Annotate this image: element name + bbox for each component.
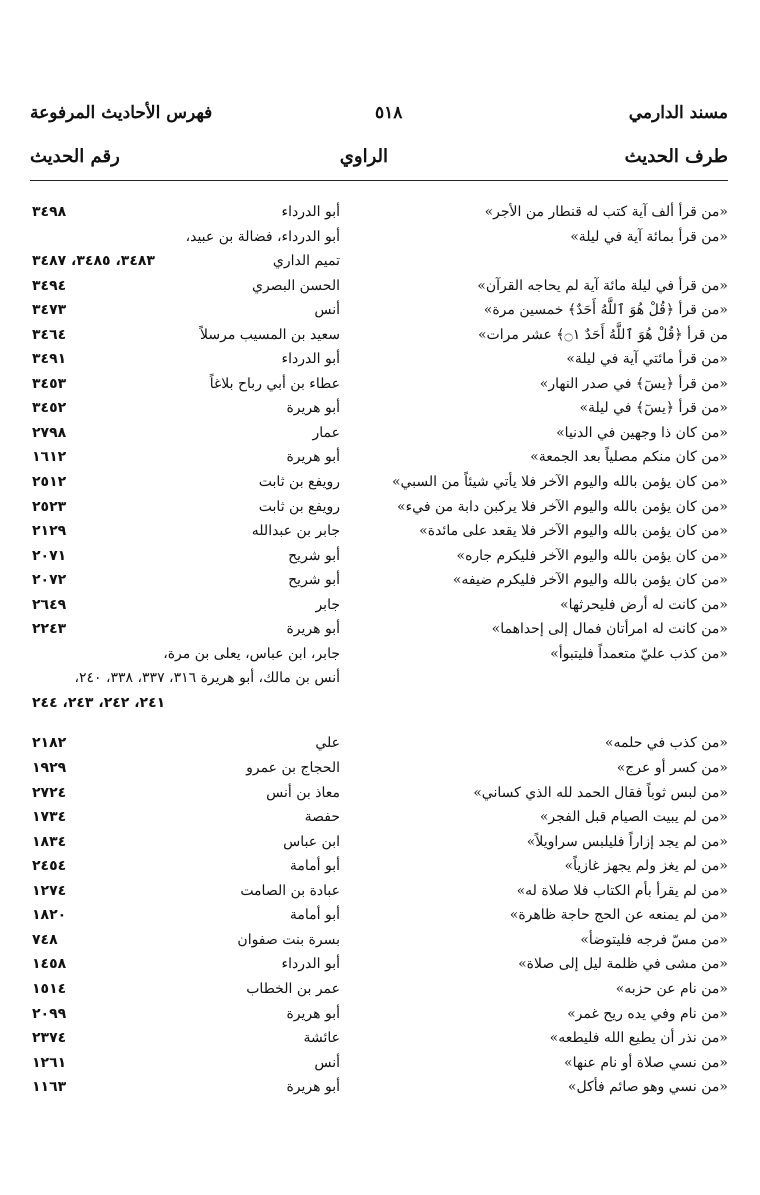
- table-row: [30, 952, 728, 977]
- table-row: [30, 445, 728, 470]
- narrator: أبو هريرة: [286, 1079, 340, 1096]
- hadith-incipit: «من كان يؤمن بالله واليوم الآخر فليكرم ضيفه»: [452, 572, 728, 589]
- hadith-incipit: «من مشى في ظلمة ليل إلى صلاة»: [518, 956, 728, 973]
- hadith-number: ٢٤١، ٢٤٢، ٢٤٣، ٢٤٤: [32, 694, 166, 711]
- hadith-incipit: «من نام عن حزبه»: [615, 980, 728, 997]
- narrator: أبو الدرداء: [281, 351, 340, 368]
- table-row: [30, 617, 728, 642]
- hadith-incipit: من قرأ ﴿قُلْ هُوَ ٱللَّهُ أَحَدٌ ۝١﴾ عشر مرات»: [477, 326, 728, 343]
- running-header: [30, 103, 728, 133]
- hadith-incipit: «من نام وفي يده ريح غمر»: [567, 1005, 728, 1022]
- narrator: حفصة: [304, 809, 340, 826]
- column-headers: [30, 146, 728, 176]
- hadith-incipit: «من كان يؤمن بالله واليوم الآخر فلا يأتي شيئاً من السبي»: [391, 474, 728, 491]
- table-row: [30, 1026, 728, 1051]
- hadith-number: ١٧٣٤: [32, 809, 67, 826]
- hadith-incipit: «من كذب عليّ متعمداً فليتبوأ»: [550, 645, 728, 662]
- hadith-incipit: «من قرأ بمائة آية في ليلة»: [570, 228, 728, 245]
- table-row: [30, 928, 728, 953]
- page-number: ٥١٨: [375, 103, 403, 123]
- table-row: [30, 568, 728, 593]
- hadith-number: ٢٣٧٤: [32, 1030, 67, 1047]
- hadith-incipit: «من لم يقرأ بأم الكتاب فلا صلاة له»: [516, 882, 728, 899]
- hadith-number: ١٨٢٠: [32, 907, 67, 924]
- narrator: جابر: [315, 596, 340, 613]
- hadith-incipit: «من كانت له امرأتان فمال إلى إحداهما»: [491, 621, 728, 638]
- hadith-number: ٢٧٢٤: [32, 784, 67, 801]
- hadith-incipit: «من نذر أن يطيع الله فليطعه»: [549, 1030, 728, 1047]
- header-rule: [30, 180, 728, 181]
- table-row: [30, 372, 728, 397]
- table-row: [30, 879, 728, 904]
- narrator: الحسن البصري: [252, 277, 340, 294]
- table-row: [30, 421, 728, 446]
- table-row: [30, 1075, 728, 1100]
- hadith-number: ٧٤٨: [32, 931, 58, 948]
- narrator: عمار: [312, 424, 340, 441]
- hadith-incipit: «من لم يبيت الصيام قبل الفجر»: [539, 809, 728, 826]
- table-row: [30, 781, 728, 806]
- hadith-incipit: «من كان ذا وجهين في الدنيا»: [556, 424, 728, 441]
- table-row: [30, 691, 728, 716]
- hadith-incipit: «من نسي صلاة أو نام عنها»: [564, 1054, 728, 1071]
- narrator: رويفع بن ثابت: [258, 474, 340, 491]
- narrator: أبو الدرداء، فضالة بن عبيد،: [185, 228, 340, 245]
- hadith-number: ١٥١٤: [32, 980, 67, 997]
- hadith-number: ١١٦٣: [32, 1079, 67, 1096]
- hadith-number: ٢٤٥٤: [32, 858, 67, 875]
- narrator: عبادة بن الصامت: [240, 882, 340, 899]
- hadith-number: ١٩٢٩: [32, 760, 67, 777]
- table-row: [30, 274, 728, 299]
- hadith-incipit: «من كانت له أرض فليحرثها»: [560, 596, 728, 613]
- table-row: [30, 830, 728, 855]
- hadith-incipit: «من كان يؤمن بالله واليوم الآخر فلا يركبن دابة من فيء»: [397, 498, 728, 515]
- hadith-number: ٣٤٩١: [32, 351, 67, 368]
- hadith-incipit: «من لم يغز ولم يجهز غازياً»: [564, 858, 728, 875]
- table-row: [30, 298, 728, 323]
- hadith-number: ٢٠٧١: [32, 547, 67, 564]
- hadith-incipit: «من لبس ثوباً فقال الحمد لله الذي كساني»: [473, 784, 728, 801]
- hadith-incipit: «من قرأ في ليلة مائة آية لم يحاجه القرآن»: [477, 277, 728, 294]
- index-table: [30, 200, 728, 1100]
- hadith-number: ١٢٦١: [32, 1054, 67, 1071]
- hadith-number: ١٤٥٨: [32, 956, 67, 973]
- hadith-number: ١٨٣٤: [32, 833, 67, 850]
- table-row: [30, 756, 728, 781]
- narrator: سعيد بن المسيب مرسلاً: [200, 326, 340, 343]
- table-row: [30, 200, 728, 225]
- hadith-number: ٣٤٦٤: [32, 326, 67, 343]
- table-row: [30, 731, 728, 756]
- hadith-incipit: «من قرأ ﴿يسٓ﴾ في ليلة»: [579, 400, 728, 417]
- table-row: [30, 249, 728, 274]
- hadith-incipit: «من كان يؤمن بالله واليوم الآخر فليكرم جاره»: [456, 547, 728, 564]
- table-row: [30, 593, 728, 618]
- hadith-incipit: «من نسي وهو صائم فأكل»: [567, 1079, 728, 1096]
- column-header-raqm: رقم الحديث: [30, 146, 120, 167]
- hadith-number: ٢٥٢٣: [32, 498, 67, 515]
- hadith-number: ٣٤٩٤: [32, 277, 67, 294]
- hadith-number: ٣٤٨٣، ٣٤٨٥، ٣٤٨٧: [32, 253, 155, 270]
- narrator: عطاء بن أبي رباح بلاغاً: [209, 375, 340, 392]
- table-row: [30, 1051, 728, 1076]
- column-header-tarf: طرف الحديث: [624, 146, 728, 167]
- hadith-number: ٢٠٧٢: [32, 572, 67, 589]
- table-row: [30, 519, 728, 544]
- hadith-number: ٣٤٩٨: [32, 204, 67, 220]
- table-row: [30, 323, 728, 348]
- hadith-number: ٣٤٥٣: [32, 375, 67, 392]
- narrator: أبو الدرداء: [281, 956, 340, 973]
- table-row: [30, 854, 728, 879]
- hadith-incipit: «من كان يؤمن بالله واليوم الآخر فلا يقعد على مائدة»: [419, 523, 728, 540]
- column-header-rawi: الراوي: [339, 146, 388, 167]
- narrator: أبو الدرداء: [281, 204, 340, 220]
- hadith-incipit: «من قرأ مائتي آية في ليلة»: [566, 351, 728, 368]
- hadith-incipit: «من كذب في حلمه»: [604, 735, 728, 752]
- hadith-incipit: «من قرأ ﴿يسٓ﴾ في صدر النهار»: [539, 375, 728, 392]
- narrator: علي: [315, 735, 340, 752]
- hadith-number: ١٦١٢: [32, 449, 67, 466]
- hadith-incipit: «من لم يمنعه عن الحج حاجة ظاهرة»: [509, 907, 728, 924]
- hadith-number: ٢٥١٢: [32, 474, 67, 491]
- table-row: [30, 903, 728, 928]
- narrator: رويفع بن ثابت: [258, 498, 340, 515]
- narrator: عمر بن الخطاب: [246, 980, 340, 997]
- book-title: مسند الدارمي: [628, 103, 728, 123]
- narrator: أبو شريح: [288, 572, 340, 589]
- table-row: [30, 470, 728, 495]
- narrator: جابر بن عبدالله: [251, 523, 340, 540]
- hadith-number: ٣٤٥٢: [32, 400, 67, 417]
- narrator: أبو شريح: [288, 547, 340, 564]
- table-row: [30, 977, 728, 1002]
- table-row: [30, 225, 728, 250]
- hadith-number: ٢٠٩٩: [32, 1005, 67, 1022]
- narrator: أبو أمامة: [289, 907, 340, 924]
- narrator: ابن عباس: [283, 833, 340, 850]
- table-row: [30, 642, 728, 667]
- section-title: فهرس الأحاديث المرفوعة: [30, 103, 213, 123]
- narrator: أبو هريرة: [286, 400, 340, 417]
- table-row: [30, 1002, 728, 1027]
- table-row: [30, 805, 728, 830]
- hadith-incipit: «من كان منكم مصلياً بعد الجمعة»: [530, 449, 728, 466]
- narrator: أنس: [314, 1054, 340, 1071]
- hadith-number: ٢٦٤٩: [32, 596, 67, 613]
- table-row: [30, 347, 728, 372]
- table-row: [30, 396, 728, 421]
- narrator: أبو أمامة: [289, 858, 340, 875]
- narrator: أبو هريرة: [286, 1005, 340, 1022]
- hadith-incipit: «من قرأ ألف آية كتب له قنطار من الأجر»: [484, 204, 728, 220]
- hadith-number: ٢١٨٢: [32, 735, 67, 752]
- narrator: أبو هريرة: [286, 449, 340, 466]
- hadith-number: ٢١٢٩: [32, 523, 67, 540]
- hadith-number: ٣٤٧٣: [32, 302, 67, 319]
- narrator: الحجاج بن عمرو: [246, 760, 340, 777]
- narrator: أنس: [314, 302, 340, 319]
- table-row: [30, 495, 728, 520]
- table-row: [30, 666, 728, 691]
- row-spacer: [30, 715, 728, 731]
- narrator: تميم الداري: [272, 253, 340, 270]
- table-row: [30, 544, 728, 569]
- hadith-incipit: «من لم يجد إزاراً فليلبس سراويلاً»: [526, 833, 728, 850]
- hadith-number: ٢٢٤٣: [32, 621, 67, 638]
- narrator: عائشة: [303, 1030, 340, 1047]
- hadith-incipit: «من مسّ فرجه فليتوضأ»: [580, 931, 728, 948]
- narrator: بسرة بنت صفوان: [237, 931, 340, 948]
- hadith-number: ١٢٧٤: [32, 882, 67, 899]
- narrator: أنس بن مالك، أبو هريرة ٣١٦، ٣٣٧، ٣٣٨، ٢٤٠،: [74, 670, 340, 687]
- hadith-number: ٢٧٩٨: [32, 424, 67, 441]
- hadith-incipit: «من قرأ ﴿قُلْ هُوَ ٱللَّهُ أَحَدٌ﴾ خمسين مرة»: [483, 302, 728, 319]
- narrator: معاذ بن أنس: [266, 784, 340, 801]
- hadith-incipit: «من كسر أو عرج»: [616, 760, 728, 777]
- narrator: جابر، ابن عباس، يعلى بن مرة،: [163, 645, 340, 662]
- narrator: أبو هريرة: [286, 621, 340, 638]
